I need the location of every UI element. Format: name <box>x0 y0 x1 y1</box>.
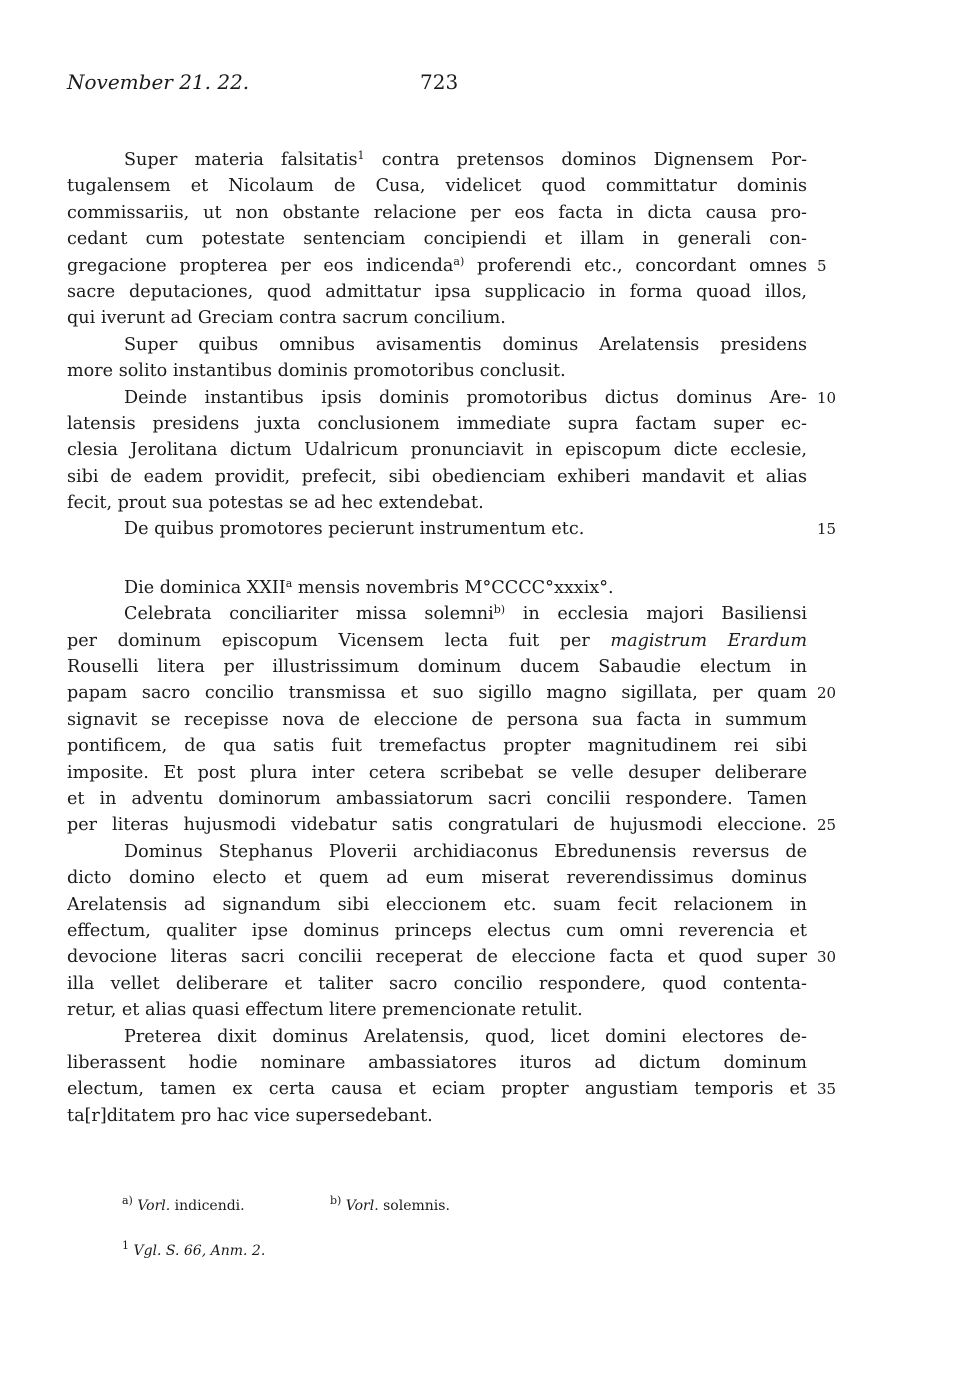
text-line <box>67 733 807 759</box>
footnote-text: solemnis. <box>378 1198 450 1214</box>
line-text: signavit se recepisse nova de eleccione de persona sua facta in summum <box>67 709 807 730</box>
line-text: Arelatensis ad signandum sibi eleccionem etc. suam fecit relacionem in <box>67 894 807 915</box>
text-line <box>67 997 807 1023</box>
line-text: sacre deputaciones, quod admittatur ipsa supplicacio in forma quoad illos, <box>67 281 807 302</box>
text-line <box>67 200 807 226</box>
line-text: ta[r]ditatem pro hac vice supersedebant. <box>67 1105 433 1126</box>
line-text: imposite. Et post plura inter cetera scribebat se velle desuper deliberare <box>67 762 807 783</box>
line-text: dicto domino electo et quem ad eum miserat reverendissimus dominus <box>67 868 807 889</box>
line-number: 15 <box>817 520 837 539</box>
footnote-text: indicendi. <box>170 1198 245 1214</box>
footnote-marker: a) <box>122 1194 133 1207</box>
italic-text: magistrum Erardum <box>610 630 807 651</box>
text-line <box>67 654 807 680</box>
line-text: De quibus promotores pecierunt instrumentum etc. <box>124 519 585 540</box>
line-text: Super quibus omnibus avisamentis dominus Arelatensis presidens <box>124 334 807 355</box>
text-line <box>67 575 807 601</box>
text-line <box>67 971 807 997</box>
text-line <box>67 437 807 463</box>
line-text: clesia Jerolitana dictum Udalricum pronunciavit in episcopum dicte ecclesie, <box>67 440 807 461</box>
footnote-reference: a) <box>453 254 465 268</box>
line-text: cedant cum potestate sentenciam concipiendi et illam in generali con- <box>67 229 807 250</box>
line-text: Die dominica XXII <box>124 577 286 598</box>
footnote-marker: 1 <box>122 1239 129 1252</box>
text-line <box>67 1024 807 1050</box>
section-gap <box>67 543 807 575</box>
line-text: per literas hujusmodi videbatur satis congratulari de hujusmodi eleccione. <box>67 815 807 836</box>
document-body <box>67 147 837 1129</box>
line-text: effectum, qualiter ipse dominus princeps electus cum omni reverencia et <box>67 920 807 941</box>
line-text: qui iverunt ad Greciam contra sacrum concilium. <box>67 308 506 329</box>
footnote-reference: a <box>285 576 293 590</box>
line-text: devocione literas sacri concilii receperat de eleccione facta et quod super <box>67 947 807 968</box>
line-number: 35 <box>817 1080 837 1099</box>
footnote-reference: 1 <box>357 149 365 162</box>
line-text: retur, et alias quasi effectum litere premencionate retulit. <box>67 1000 583 1021</box>
text-line <box>67 253 827 279</box>
line-text: papam sacro concilio transmissa et suo sigillo magno sigillata, per quam <box>67 683 807 704</box>
footnote-text: Vgl. S. 66, Anm. 2. <box>133 1243 266 1259</box>
line-number: 5 <box>817 256 827 275</box>
line-number: 10 <box>817 388 837 407</box>
line-text: tugalensem et Nicolaum de Cusa, videlicet quod committatur dominis <box>67 176 807 197</box>
text-line <box>67 707 807 733</box>
text-line <box>67 680 837 706</box>
text-line <box>67 786 807 812</box>
text-line <box>67 944 837 970</box>
footnote-b <box>330 1194 450 1214</box>
line-text: Super materia falsitatis <box>124 150 358 170</box>
text-line <box>67 305 807 331</box>
text-line <box>67 1076 837 1102</box>
footnote-abbrev: Vorl. <box>345 1198 379 1214</box>
text-line <box>67 490 807 516</box>
text-line <box>67 516 837 542</box>
line-number: 20 <box>817 684 837 703</box>
text-line <box>67 628 807 654</box>
line-number: 25 <box>817 816 837 835</box>
line-text: per dominum episcopum Vicensem lecta fuit per <box>67 630 611 651</box>
line-number: 30 <box>817 948 837 967</box>
line-text-continued: in ecclesia majori Basiliensi <box>505 604 807 625</box>
line-text: more solito instantibus dominis promotoribus conclusit. <box>67 361 566 382</box>
footnote-marker: b) <box>330 1194 342 1207</box>
text-line <box>67 464 807 490</box>
footnote-1 <box>122 1239 266 1259</box>
text-line <box>67 1050 807 1076</box>
text-line <box>67 760 807 786</box>
text-line <box>67 839 807 865</box>
text-line <box>67 332 807 358</box>
footnote-abbrev: Vorl. <box>137 1198 171 1214</box>
text-line <box>67 918 807 944</box>
line-text: sibi de eadem providit, prefecit, sibi obedienciam exhiberi mandavit et alias <box>67 466 807 487</box>
line-text: liberassent hodie nominare ambassiatores ituros ad dictum dominum <box>67 1052 807 1073</box>
line-text: Preterea dixit dominus Arelatensis, quod, licet domini electores de- <box>124 1026 807 1047</box>
line-text: commissariis, ut non obstante relacione per eos facta in dicta causa pro- <box>67 202 807 223</box>
line-text: Dominus Stephanus Ploverii archidiaconus Ebredunensis reversus de <box>124 841 807 862</box>
text-line <box>67 147 807 173</box>
line-text: fecit, prout sua potestas se ad hec extendebat. <box>67 493 484 514</box>
footnote-reference: b) <box>493 603 506 617</box>
line-text: Rouselli litera per illustrissimum dominum ducem Sabaudie electum in <box>67 657 807 678</box>
text-line <box>67 411 807 437</box>
line-text: latensis presidens juxta conclusionem immediate supra factam super ec- <box>67 413 807 434</box>
line-text-continued: contra pretensos dominos Dignensem Por- <box>364 150 808 170</box>
line-text: electum, tamen ex certa causa et eciam propter angustiam temporis et <box>67 1079 807 1100</box>
line-text: illa vellet deliberare et taliter sacro concilio respondere, quod contenta- <box>67 973 807 994</box>
text-line <box>67 173 807 199</box>
line-text-continued: proferendi etc., concordant omnes <box>464 255 807 276</box>
text-line <box>67 279 807 305</box>
page-number: 723 <box>420 70 459 94</box>
text-line <box>67 892 807 918</box>
line-text: gregacione propterea per eos indicenda <box>67 255 454 276</box>
page-header <box>67 70 807 100</box>
line-text: et in adventu dominorum ambassiatorum sacri concilii respondere. Tamen <box>67 788 807 809</box>
text-line <box>67 865 807 891</box>
text-line <box>67 358 807 384</box>
line-text: pontificem, de qua satis fuit tremefactus propter magnitudinem rei sibi <box>67 736 807 757</box>
text-line <box>67 1103 807 1129</box>
text-line <box>67 226 807 252</box>
text-line <box>67 812 837 838</box>
text-line <box>67 601 807 627</box>
line-text-continued: mensis novembris M°CCCC°xxxix°. <box>292 577 614 598</box>
footnote-a <box>122 1194 245 1214</box>
running-head-date: November 21. 22. <box>67 70 250 94</box>
line-text: Celebrata conciliariter missa solemni <box>124 604 494 625</box>
line-text: Deinde instantibus ipsis dominis promotoribus dictus dominus Are- <box>124 387 807 408</box>
text-line <box>67 385 837 411</box>
